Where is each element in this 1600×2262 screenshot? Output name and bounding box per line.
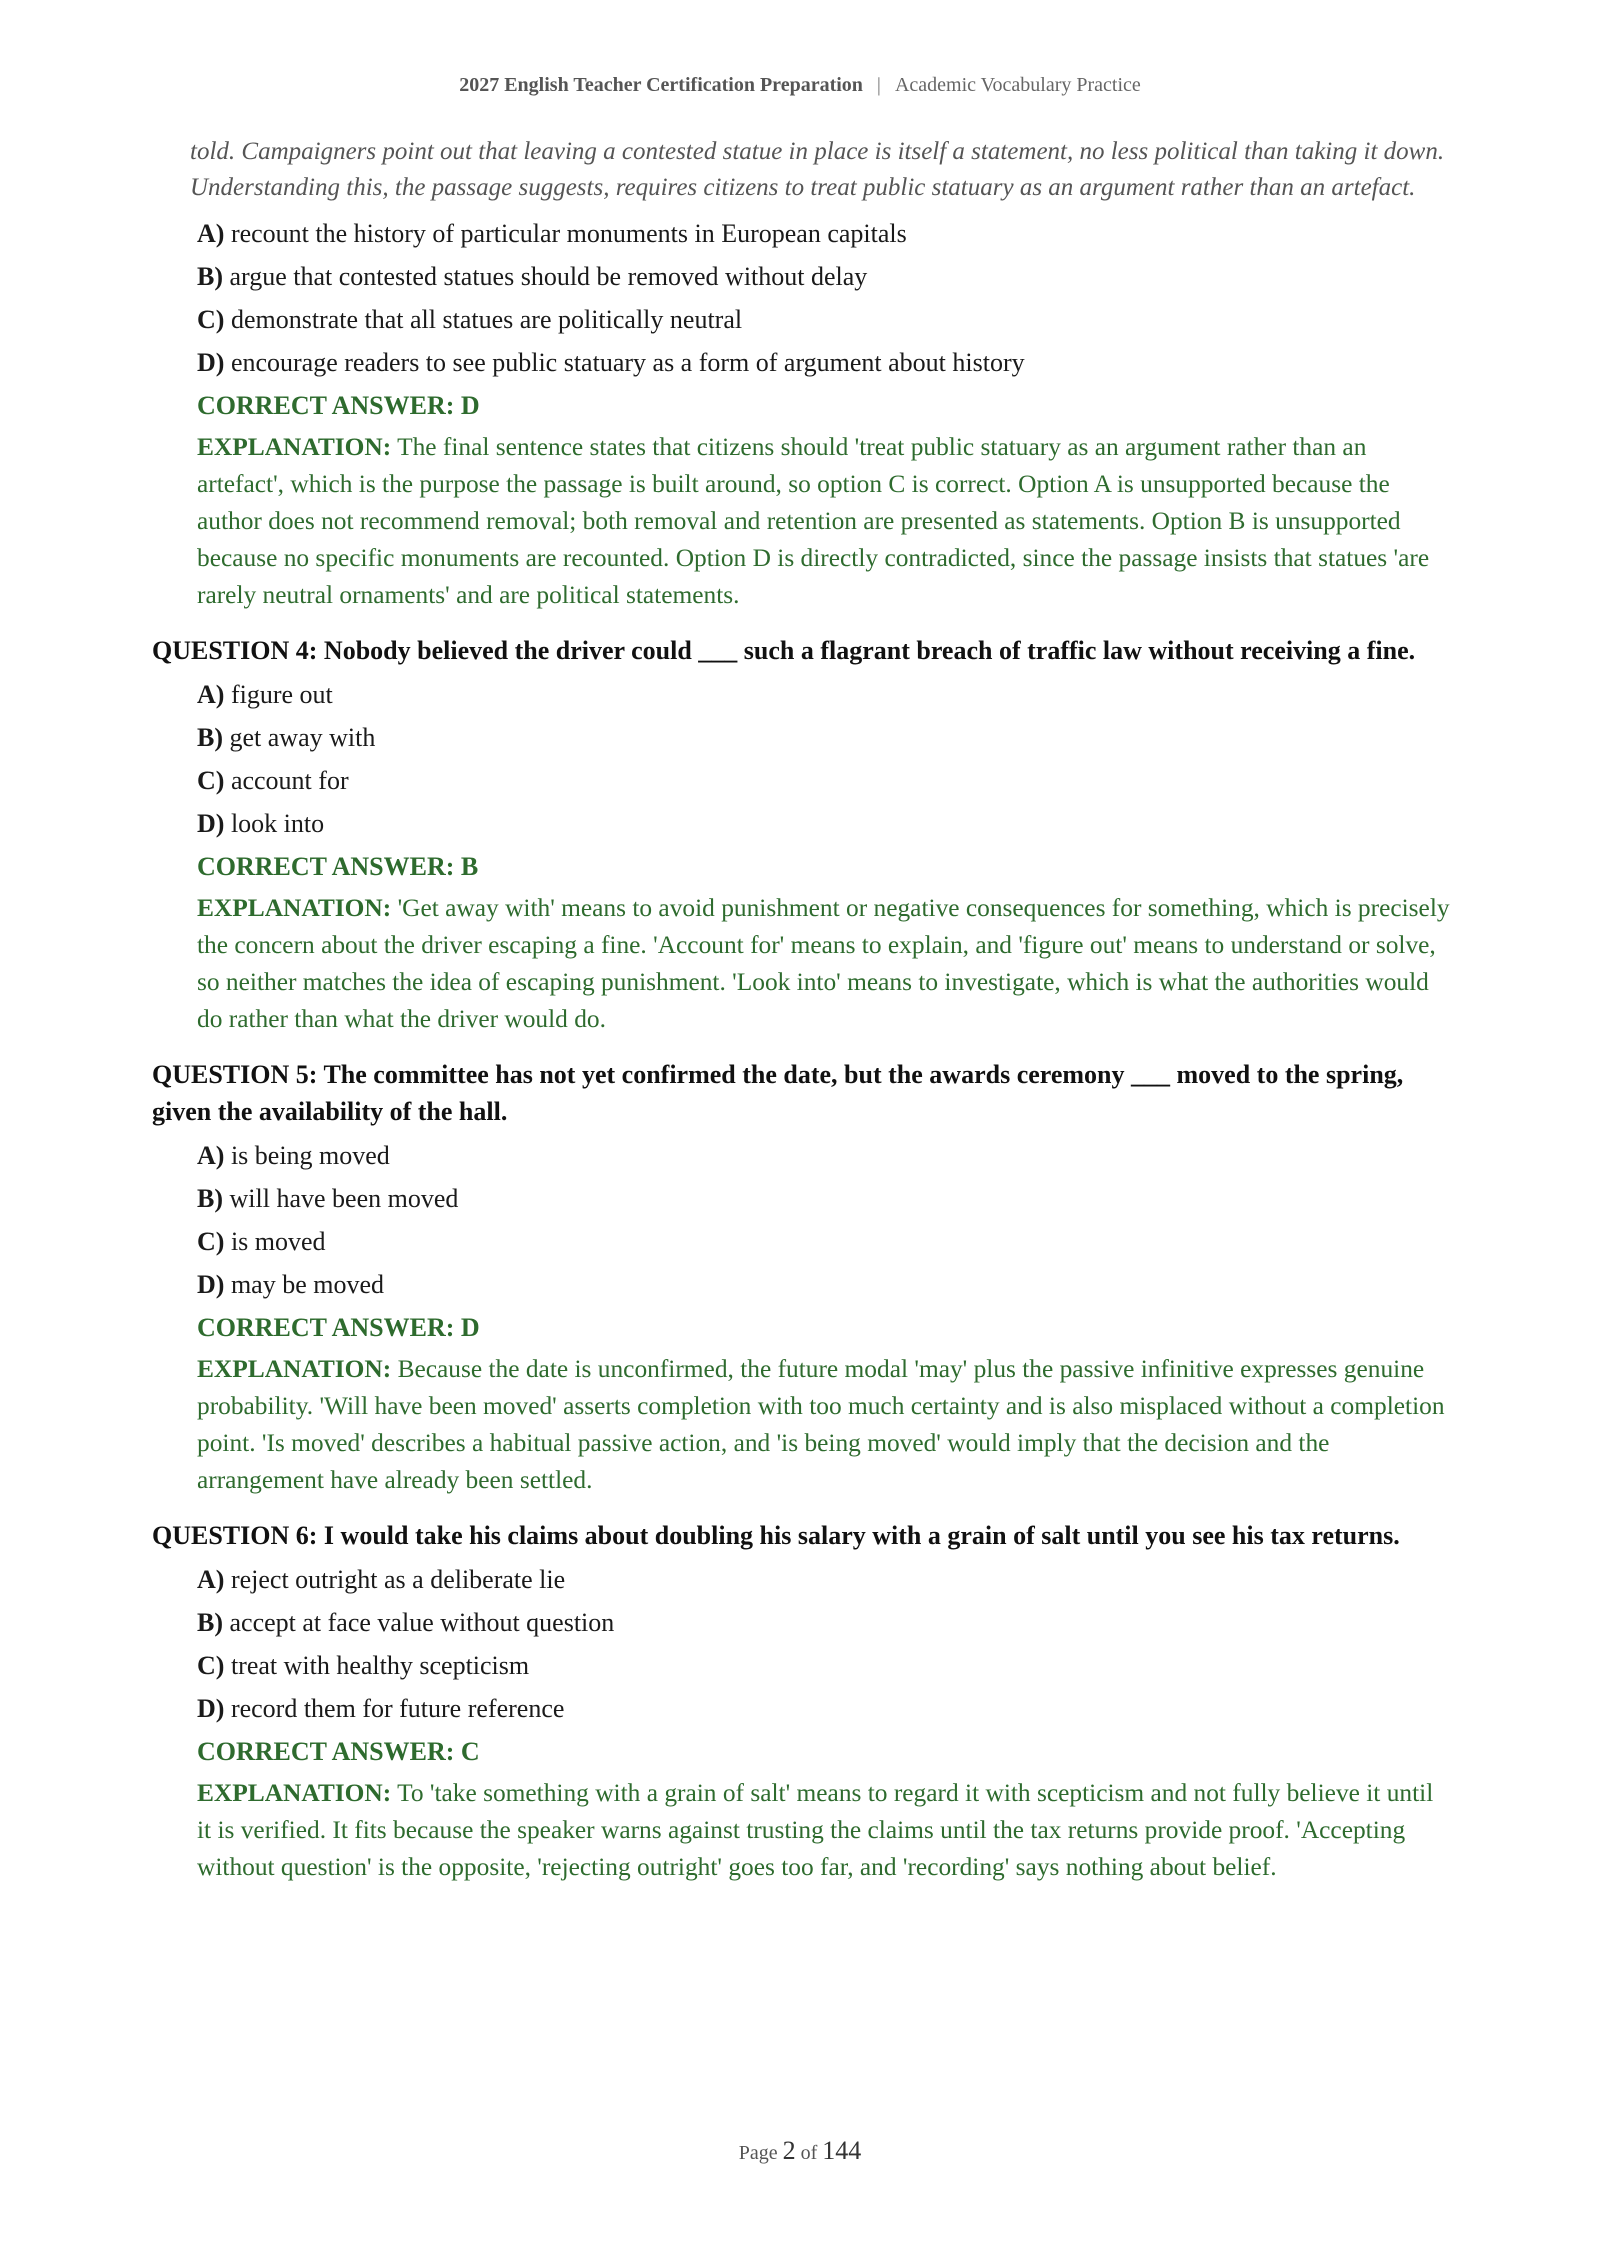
option-d	[197, 1687, 1450, 1730]
option-a	[197, 1134, 1450, 1177]
option-text: will have been moved	[229, 1184, 459, 1213]
option-b	[197, 1177, 1450, 1220]
option-text: treat with healthy scepticism	[230, 1651, 530, 1680]
document-title: 2027 English Teacher Certification Preparation	[459, 74, 863, 96]
explanation-text: 'Get away with' means to avoid punishment or negative consequences for something, which is precisely the concern about the driver escaping a fine. 'Account for' means to explain, and 'figure out' means to understand or solve, so neither matches the idea of escaping punishment. 'Look into' means to investigate, which is what the authorities would do rather than what the driver would do.	[197, 894, 1450, 1033]
option-c	[197, 1220, 1450, 1263]
explanation-label: EXPLANATION:	[197, 433, 392, 461]
question-6-block	[152, 1517, 1450, 1886]
option-letter: B)	[197, 1184, 223, 1213]
option-letter: C)	[197, 1227, 225, 1256]
option-text: accept at face value without question	[229, 1608, 615, 1637]
explanation	[197, 1775, 1450, 1886]
page-of-label: of	[800, 2142, 818, 2164]
correct-answer: CORRECT ANSWER: B	[197, 852, 479, 881]
correct-answer: CORRECT ANSWER: C	[197, 1737, 480, 1766]
option-letter: C)	[197, 766, 225, 795]
page-total: 144	[822, 2136, 862, 2165]
option-text: get away with	[229, 723, 376, 752]
explanation	[197, 890, 1450, 1038]
option-text: recount the history of particular monuments in European capitals	[230, 219, 907, 248]
question-title: QUESTION 6: I would take his claims about doubling his salary with a grain of salt until you see his tax returns.	[152, 1521, 1400, 1550]
option-a	[197, 1558, 1450, 1601]
correct-answer: CORRECT ANSWER: D	[197, 391, 480, 420]
option-letter: C)	[197, 305, 225, 334]
option-letter: B)	[197, 723, 223, 752]
option-b	[197, 255, 1450, 298]
option-letter: A)	[197, 219, 225, 248]
page-prefix: Page	[738, 2142, 778, 2164]
option-letter: D)	[197, 1694, 225, 1723]
explanation-label: EXPLANATION:	[197, 1355, 392, 1383]
correct-answer: CORRECT ANSWER: D	[197, 1313, 480, 1342]
page-content	[152, 134, 1450, 1886]
option-d	[197, 802, 1450, 845]
document-subtitle: Academic Vocabulary Practice	[894, 74, 1141, 96]
passage-text: told. Campaigners point out that leaving a contested statue in place is itself a statement, no less political than taking it down. Understanding this, the passage suggests, requires citizens to treat public statuary as an argument rather than an artefact.	[190, 138, 1445, 201]
question-title: QUESTION 4: Nobody believed the driver could ___ such a flagrant breach of traffic law without receiving a fine.	[152, 636, 1416, 665]
option-text: may be moved	[230, 1270, 385, 1299]
question-4-block	[152, 632, 1450, 1038]
page-number: 2	[782, 2136, 796, 2165]
option-text: reject outright as a deliberate lie	[230, 1565, 566, 1594]
option-letter: D)	[197, 348, 225, 377]
option-text: encourage readers to see public statuary as a form of argument about history	[230, 348, 1025, 377]
explanation	[197, 1351, 1450, 1499]
explanation-label: EXPLANATION:	[197, 894, 392, 922]
option-text: figure out	[230, 680, 333, 709]
option-text: is being moved	[230, 1141, 390, 1170]
explanation	[197, 429, 1450, 614]
option-b	[197, 1601, 1450, 1644]
option-c	[197, 298, 1450, 341]
option-a	[197, 212, 1450, 255]
option-letter: D)	[197, 809, 225, 838]
explanation-text: The final sentence states that citizens should 'treat public statuary as an argument rather than an artefact', which is the purpose the passage is built around, so option C is correct. Option A is unsupported because the author does not recommend removal; both removal and retention are presented as statements. Option B is unsupported because no specific monuments are recounted. Option D is directly contradicted, since the passage insists that statues 'are rarely neutral ornaments' and are political statements.	[197, 433, 1430, 609]
option-text: argue that contested statues should be removed without delay	[229, 262, 868, 291]
option-letter: A)	[197, 1565, 225, 1594]
option-a	[197, 673, 1450, 716]
option-c	[197, 1644, 1450, 1687]
option-d	[197, 341, 1450, 384]
option-text: look into	[230, 809, 325, 838]
question-3-block	[152, 212, 1450, 614]
option-letter: A)	[197, 680, 225, 709]
option-text: account for	[230, 766, 349, 795]
option-letter: B)	[197, 1608, 223, 1637]
header-separator: |	[876, 74, 881, 96]
option-letter: B)	[197, 262, 223, 291]
explanation-text: To 'take something with a grain of salt' means to regard it with scepticism and not fully believe it until it is verified. It fits because the speaker warns against trusting the claims until the tax returns provide proof. 'Accepting without question' is the opposite, 'rejecting outright' goes too far, and 'recording' says nothing about belief.	[197, 1779, 1434, 1881]
option-letter: A)	[197, 1141, 225, 1170]
page-footer	[0, 2136, 1600, 2166]
explanation-text: Because the date is unconfirmed, the future modal 'may' plus the passive infinitive expresses genuine probability. 'Will have been moved' asserts completion with too much certainty and is also misplaced without a completion point. 'Is moved' describes a habitual passive action, and 'is being moved' would imply that the decision and the arrangement have already been settled.	[197, 1355, 1445, 1494]
option-b	[197, 716, 1450, 759]
page-header	[0, 74, 1600, 97]
question-title: QUESTION 5: The committee has not yet confirmed the date, but the awards ceremony ___ moved to the spring, given the availability of the hall.	[152, 1060, 1404, 1126]
option-c	[197, 759, 1450, 802]
option-letter: D)	[197, 1270, 225, 1299]
question-5-block	[152, 1056, 1450, 1499]
option-text: is moved	[230, 1227, 326, 1256]
option-letter: C)	[197, 1651, 225, 1680]
option-d	[197, 1263, 1450, 1306]
explanation-label: EXPLANATION:	[197, 1779, 392, 1807]
option-text: record them for future reference	[230, 1694, 565, 1723]
option-text: demonstrate that all statues are politically neutral	[230, 305, 743, 334]
